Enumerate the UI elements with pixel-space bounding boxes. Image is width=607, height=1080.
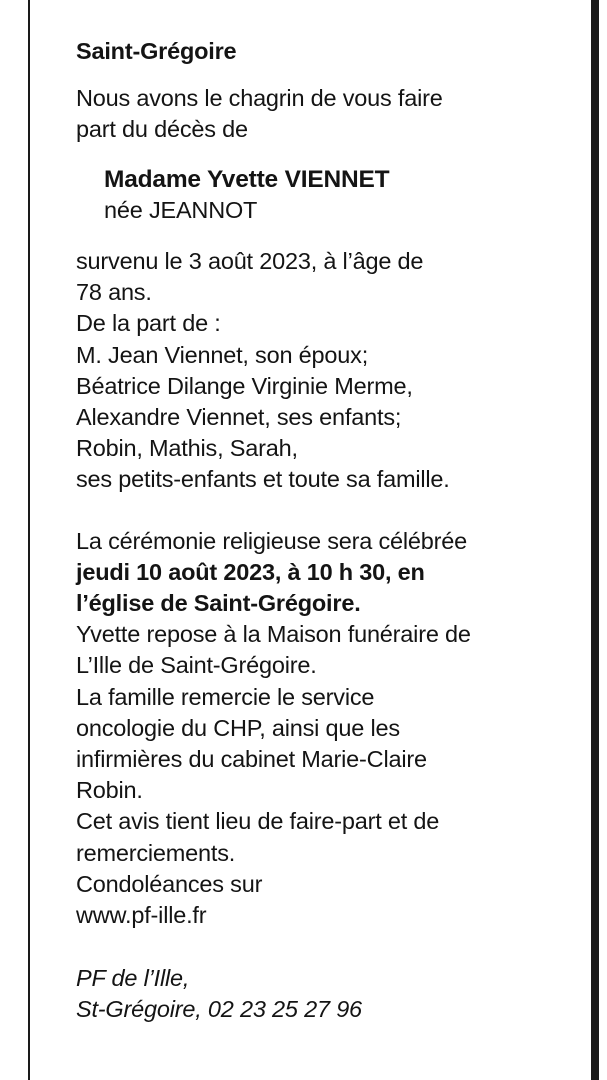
closing-line: Condoléances sur [76, 870, 263, 897]
closing-text [76, 619, 591, 931]
closing-line: L’Ille de Saint-Grégoire. [76, 652, 317, 679]
website-text: www.pf-ille.fr [76, 902, 207, 929]
family-line: ses petits-enfants et toute sa famille. [76, 466, 450, 493]
signature-line: St-Grégoire, 02 23 25 27 96 [76, 996, 362, 1023]
family-line: M. Jean Viennet, son époux; [76, 341, 369, 368]
closing-line: Robin. [76, 777, 143, 804]
family-line: Béatrice Dilange Virginie Merme, [76, 372, 413, 399]
closing-line: remerciements. [76, 839, 236, 866]
closing-line: La famille remercie le service [76, 683, 375, 710]
ceremony-text [76, 526, 591, 620]
closing-line: Cet avis tient lieu de faire-part et de [76, 808, 440, 835]
family-line: survenu le 3 août 2023, à l’âge de [76, 248, 424, 275]
paragraph-gap [76, 931, 591, 963]
intro-line: Nous avons le chagrin de vous faire [76, 85, 443, 112]
family-line: De la part de : [76, 310, 221, 337]
signature-line: PF de l’Ille, [76, 965, 190, 992]
closing-line: infirmières du cabinet Marie-Claire [76, 746, 427, 773]
ceremony-intro: La cérémonie religieuse sera célébrée [76, 527, 468, 554]
ceremony-date: jeudi 10 août 2023, à 10 h 30, en [76, 558, 425, 585]
intro-line: part du décès de [76, 116, 248, 143]
deceased-block [76, 164, 591, 226]
place-heading: Saint-Grégoire [76, 38, 237, 64]
family-line: Alexandre Viennet, ses enfants; [76, 404, 402, 431]
deceased-name: Madame Yvette VIENNET [104, 165, 390, 193]
intro-text [76, 83, 591, 145]
family-text [76, 246, 591, 496]
paragraph-gap [76, 496, 591, 526]
maiden-name: née JEANNOT [104, 196, 258, 223]
closing-line: oncologie du CHP, ainsi que les [76, 714, 400, 741]
family-line: Robin, Mathis, Sarah, [76, 435, 298, 462]
ceremony-location: l’église de Saint-Grégoire. [76, 590, 361, 617]
closing-line: Yvette repose à la Maison funéraire de [76, 621, 471, 648]
signature-block [76, 963, 591, 1025]
family-line: 78 ans. [76, 279, 152, 306]
obituary-notice [28, 0, 599, 1080]
